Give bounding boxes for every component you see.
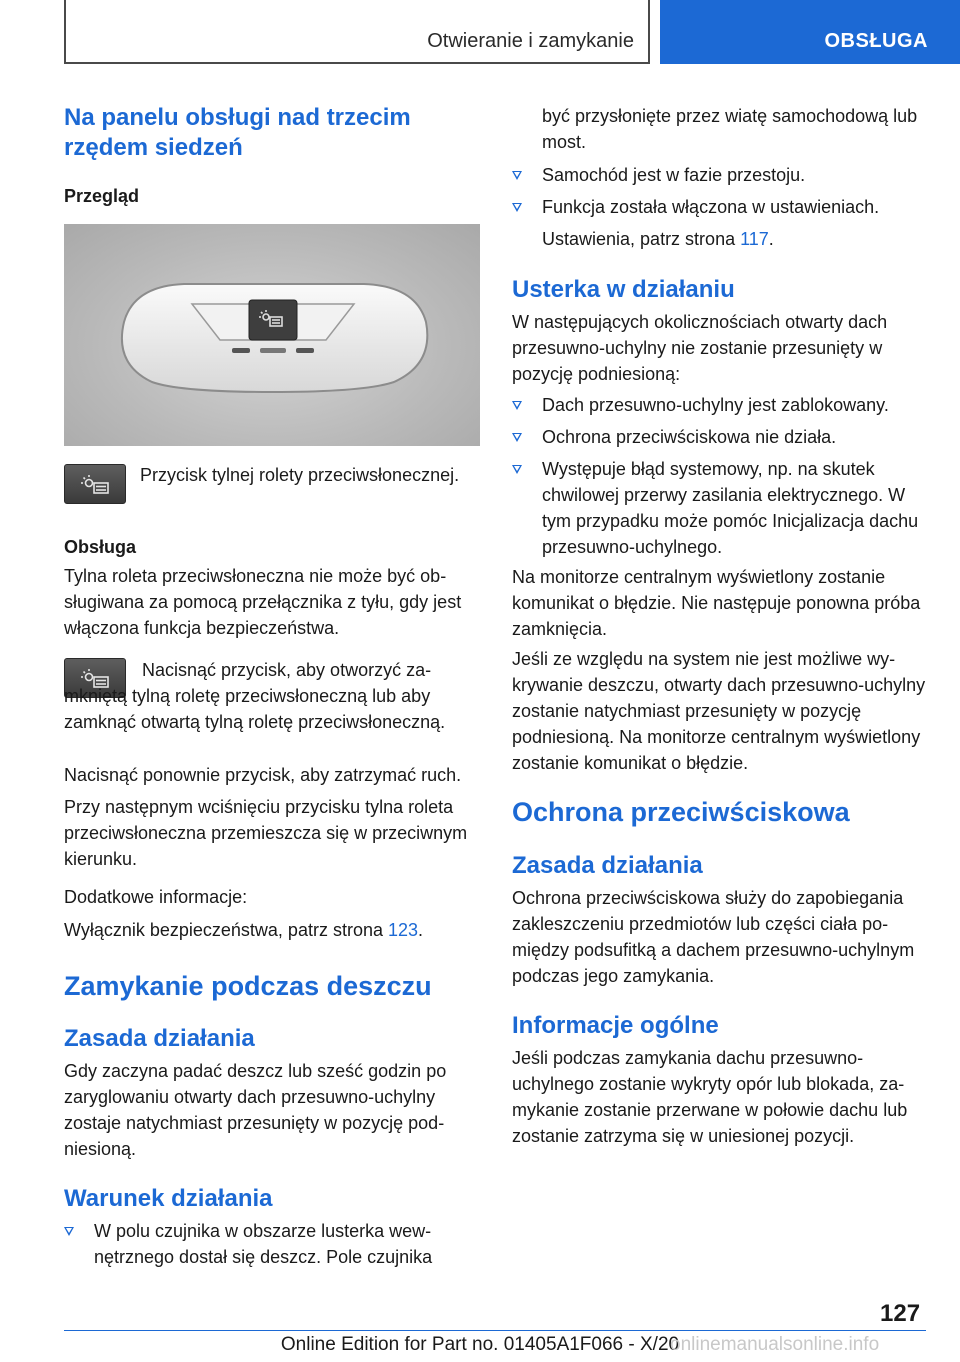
bullet-text: Funkcja została włączona w ustawieniach. [542,197,880,217]
section-title: OBSŁUGA [824,30,928,52]
bullet-continuation: być przysłonięte przez wiatę samochodową lub most. [542,106,918,152]
wylacznik-page-link[interactable]: 123 [387,920,419,940]
footer-divider [64,1330,926,1331]
bullet-text: Dach przesuwno-uchylny jest zablokowany. [542,395,889,415]
bullet-triangle-icon [512,203,522,212]
monitor-paragraph: Na monitorze centralnym wyświetlony zostanie komunikat o błędzie. Nie następuje ponowna próba zamknięcia. [512,567,921,639]
heading-zamykanie-deszcz: Zamykanie podczas deszczu [64,971,432,1001]
informacje-paragraph: Jeśli podczas zamykania dachu przesuwno-uchylnego zostanie wykryty opór lub blokada, zamykanie zostanie przerwane w połowie dachu lub zostanie zatrzyma się w uniesionej pozycji. [512,1048,908,1146]
ustawienia-reference [542,226,932,252]
bullet-text: Ochrona przeciwściskowa nie działa. [542,427,837,447]
heading-przeglad: Przegląd [64,186,140,206]
bullet-text: W polu czujnika w obszarze lusterka wewnętrznego dostał się deszcz. Pole czujnika [94,1221,433,1267]
usterka-paragraph: W następujących okolicznościach otwarty dach przesuwno-uchylny nie zostanie przesunięty w pozycję podniesioną: [512,312,888,384]
list-item [512,162,932,188]
wylacznik-suffix: . [418,920,424,940]
heading-usterka: Usterka w działaniu [512,276,735,303]
bullet-triangle-icon [64,1227,74,1236]
nacisnac-ponownie-paragraph: Nacisnąć ponownie przycisk, aby zatrzymać ruch. [64,765,462,785]
watermark: onlinemanualsonline.info [670,1334,880,1355]
ceiling-console-photo [64,224,480,446]
przy-nastepnym-paragraph: Przy następnym wciśnięciu przycisku tylna roleta przeciwsłoneczna przemieszcza się w przeciwnym kierunku. [64,797,468,869]
wylacznik-reference [64,917,482,943]
section-tab [660,0,960,64]
ustawienia-page-link[interactable]: 117 [740,229,769,249]
bullet-triangle-icon [512,465,522,474]
edition-line: Online Edition for Part no. 01405A1F066 - X/20 [280,1334,680,1355]
rear-sunblind-button-icon [64,464,126,504]
heading-obsluga: Obsługa [64,537,137,557]
heading-panel: Na panelu obsługi nad trzecim rzędem siedzeń [64,104,411,161]
button-caption: Przycisk tylnej rolety przeciwsłonecznej. [140,465,460,485]
list-item [512,424,932,450]
chapter-title: Otwieranie i zamykanie [427,30,634,52]
ustawienia-text: Ustawienia, patrz strona [542,229,741,249]
bullet-text: Występuje błąd systemowy, np. na skutek chwilowej przerwy zasilania elektrycznego. W tym przypadku może pomóc Inicjalizacja dachu przesuwno-uchylnego. [542,459,919,557]
ceiling-console-illustration [64,224,480,446]
list-item [512,194,932,220]
heading-warunek: Warunek działania [64,1185,273,1212]
ustawienia-suffix: . [768,229,774,249]
heading-ochrona-przeciwsciskowa: Ochrona przeciwściskowa [512,797,850,827]
dodatkowe-label: Dodatkowe informacje: [64,887,248,907]
nacisnac-paragraph: Nacisnąć przycisk, aby otworzyć zamkniętą tylną roletę przeciwsłoneczną lub aby zamknąć otwartą tylną roletę przeciwsłoneczną. [64,660,446,732]
bullet-triangle-icon [512,171,522,180]
bullet-triangle-icon [512,433,522,442]
list-item [64,1218,482,1274]
list-item [512,456,932,560]
heading-zasada-dzialania-2: Zasada działania [512,852,703,879]
zasada2-paragraph: Ochrona przeciwściskowa służy do zapobiegania zakleszczeniu przedmiotów lub części ciała pomiędzy podsufitką a dachem przesuwno-uchylnym podczas jego zamykania. [512,888,915,986]
bullet-triangle-icon [512,401,522,410]
bullet-text: Samochód jest w fazie przestoju. [542,165,806,185]
jesli-paragraph: Jeśli ze względu na system nie jest możliwe wykrywanie deszczu, otwarty dach przesuwno-uchylny zostanie natychmiast przesunięty w pozycję podniesioną. Na monitorze centralnym wyświetlony zostanie komunikat o błędzie. [512,649,926,773]
wylacznik-text: Wyłącznik bezpieczeństwa, patrz strona [64,920,388,940]
header-title-box [64,0,650,64]
heading-informacje-ogolne: Informacje ogólne [512,1012,719,1039]
zasada-paragraph: Gdy zaczyna padać deszcz lub sześć godzin po zaryglowaniu otwarty dach przesuwno-uchylny zostaje natychmiast przesunięty w pozycję podniesioną. [64,1061,447,1159]
list-item [512,392,932,418]
obsluga-paragraph: Tylna roleta przeciwsłoneczna nie może być obsługiwana za pomocą przełącznika z tyłu, gdy jest włączona funkcja bezpieczeństwa. [64,566,462,638]
page-number: 127 [880,1300,921,1327]
heading-zasada-dzialania: Zasada działania [64,1025,255,1052]
